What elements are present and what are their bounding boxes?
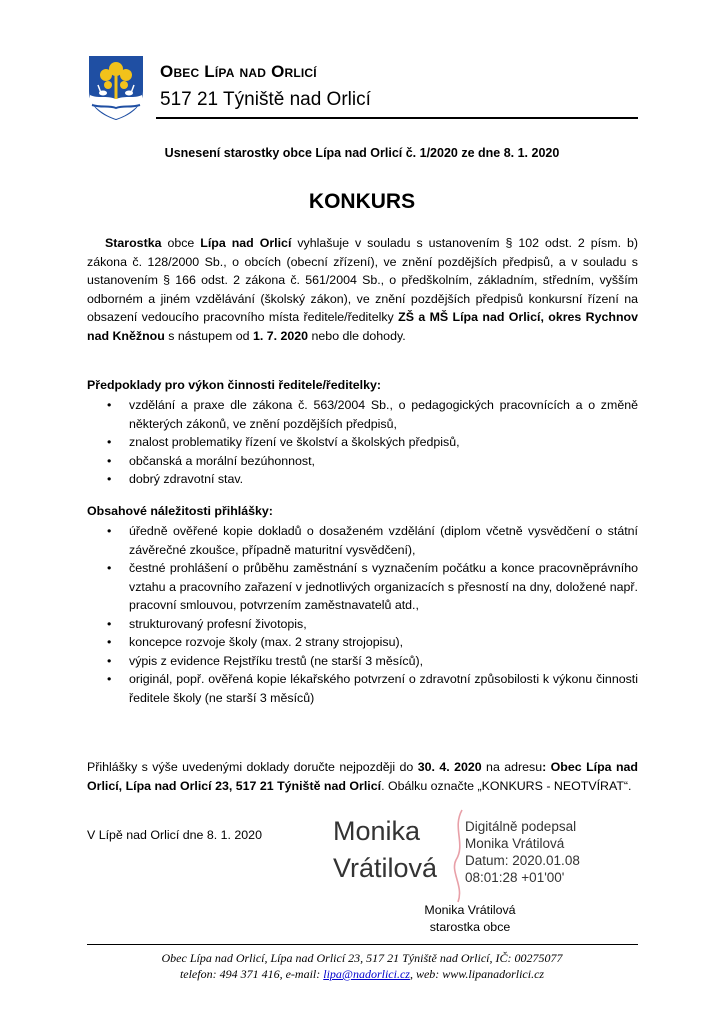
signer-role: starostka obce (429, 920, 511, 934)
closing-paragraph: Přihlášky s výše uvedenými doklady doručte nejpozději do 30. 4. 2020 na adresu: Obec Lípa nad Orlicí, Lípa nad Orlicí 23, 517 21 Týniště nad Orlicí. Obálku označte „KONKURS - NEOTVÍRAT“. (87, 760, 638, 793)
bullet-icon: • (107, 435, 112, 449)
footer-address: Obec Lípa nad Orlicí, Lípa nad Orlicí 23, 517 21 Týniště nad Orlicí, IČ: 00275077 (161, 951, 563, 965)
bullet-icon: • (107, 653, 112, 668)
application-contents-list (87, 522, 638, 707)
list-item: • strukturovaný profesní životopis, (87, 615, 638, 634)
signer-name: Monika Vrátilová (424, 903, 516, 917)
bullet-icon: • (107, 616, 112, 631)
application-contents-heading: Obsahové náležitosti přihlášky: (87, 504, 273, 518)
footer (0, 950, 724, 982)
bullet-icon: • (107, 561, 112, 575)
municipality-name: Obec Lípa nad Orlicí (160, 62, 317, 81)
bullet-icon: • (107, 524, 112, 538)
list-item: • občanská a morální bezúhonnost, (87, 452, 638, 471)
list-item: • vzdělání a praxe dle zákona č. 563/2004 Sb., o pedagogických pracovnících a o změně některých zákonů, ve znění pozdějších předpisů, (107, 398, 638, 431)
bullet-icon: • (107, 472, 112, 486)
list-item: • čestné prohlášení o průběhu zaměstnání s vyznačením počátku a konce pracovněprávního vztahu a pracovního zařazení v jednotlivých organizacích s přesností na dny, doložené např. pracovní smlouvou, potvrzením zaměstnavatelů atd., (107, 561, 638, 612)
list-item: • znalost problematiky řízení ve školství a školských předpisů, (87, 433, 638, 452)
bullet-icon: • (107, 672, 112, 686)
list-item: • koncepce rozvoje školy (max. 2 strany strojopisu), (87, 633, 638, 652)
bullet-icon: • (107, 398, 112, 412)
bullet-icon: • (107, 635, 112, 649)
bullet-icon: • (107, 453, 112, 468)
municipality-address: 517 21 Týniště nad Orlicí (160, 89, 371, 110)
list-item: • úředně ověřené kopie dokladů o dosaženém vzdělání (diplom včetně vysvědčení o státní závěrečné zkoušce, případně maturitní vysvědčení), (107, 524, 638, 557)
list-item: • originál, popř. ověřená kopie lékařského potvrzení o zdravotní způsobilosti k výkonu činnosti ředitele školy (ne starší 3 měsíců) (107, 672, 638, 705)
list-item: • výpis z evidence Rejstříku trestů (ne starší 3 měsíců), (87, 652, 638, 671)
document-title: KONKURS (308, 190, 416, 213)
requirements-heading: Předpoklady pro výkon činnosti ředitele/ředitelky: (87, 378, 382, 392)
footer-contacts: telefon: 494 371 416, e-mail: lipa@nadorlici.cz, web: www.lipanadorlici.cz (179, 967, 545, 981)
resolution-line: Usnesení starostky obce Lípa nad Orlicí č. 1/2020 ze dne 8. 1. 2020 (164, 146, 560, 160)
signature-name: Monika Vrátilová (333, 816, 438, 883)
requirements-list (87, 396, 638, 489)
digital-signature-info: Digitálně podepsal Monika Vrátilová Datum: 2020.01.08 08:01:28 +01'00' (465, 819, 580, 885)
signer-block (390, 902, 550, 936)
municipal-crest-logo (88, 55, 144, 121)
header-divider (156, 117, 638, 119)
list-item: • dobrý zdravotní stav. (87, 470, 638, 489)
footer-divider (87, 944, 638, 945)
intro-paragraph: Starostka obce Lípa nad Orlicí vyhlašuje v souladu s ustanovením § 102 odst. 2 písm. b) zákona č. 128/2000 Sb., o obcích (obecní zřízení), ve znění pozdějších předpisů, a v souladu s ustanovením § 166 odst. 2 zákona č. 561/2004 Sb., o předškolním, základním, středním, vyšším odborném a jiném vzdělávání (školský zákon), ve znění pozdějších předpisů konkursní řízení na obsazení vedoucího pracovního místa ředitele/ředitelky ZŠ a MŠ Lípa nad Orlicí, okres Rychnov nad Kněžnou s nástupem od 1. 7. 2020 nebo dle dohody. (87, 236, 639, 343)
email-link[interactable]: lipa@nadorlici.cz (323, 967, 410, 981)
place-and-date: V Lípě nad Orlicí dne 8. 1. 2020 (87, 828, 262, 842)
